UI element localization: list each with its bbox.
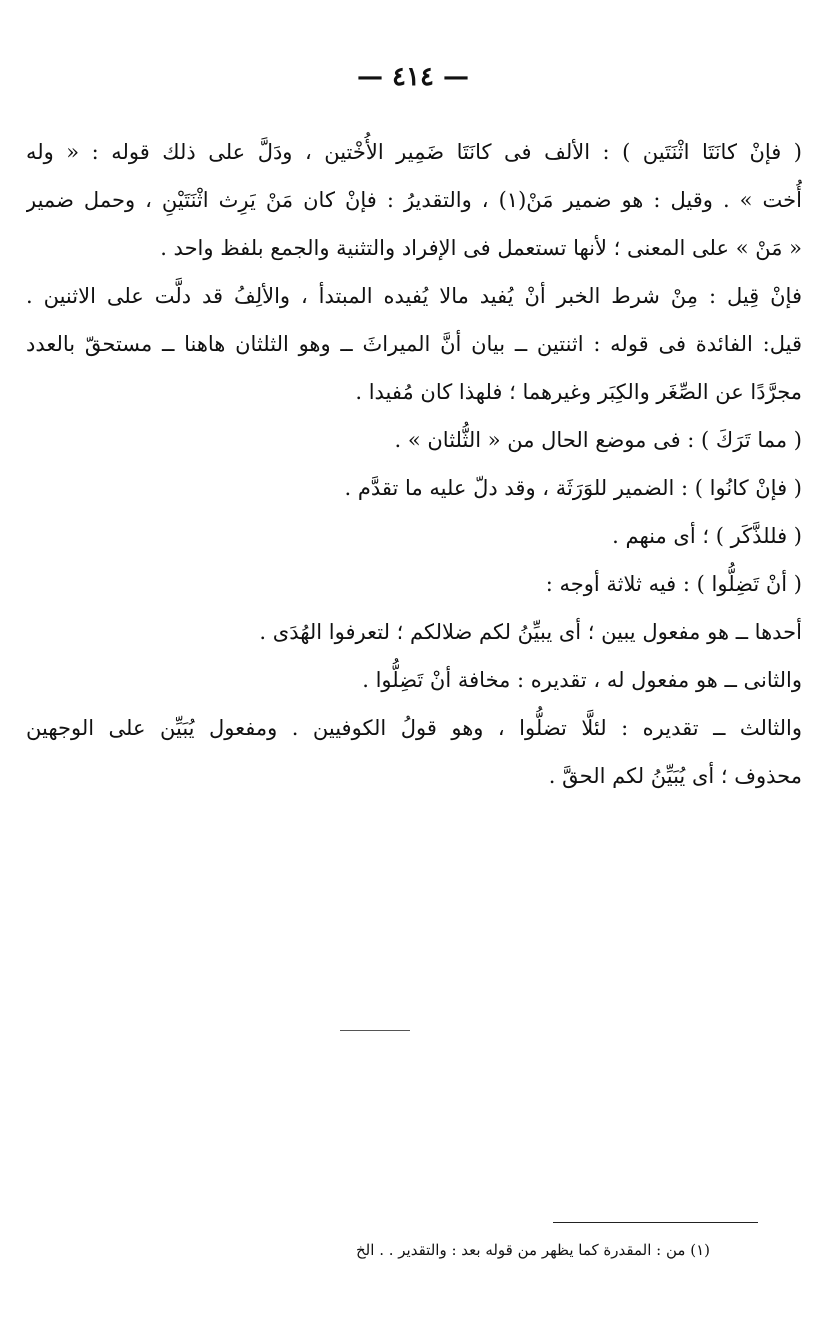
text-line: محذوف ؛ أى يُبَيِّنُ لكم الحقَّ . [548, 764, 802, 788]
main-text [26, 128, 802, 800]
text-line: مجرَّدًا عن الصِّغَر والكِبَر وغيرهما ؛ فلهذا كان مُفيدا . [355, 380, 802, 404]
text-line: ( فإنْ كانَتَا اثْنَتَين ) : الألف فى كانَتَا ضَمِير الأُخْتين ، ودَلَّ على ذلك قوله : « وله [26, 140, 802, 164]
text-line: والثالث ــ تقديره : لئلَّا تضلُّوا ، وهو قولُ الكوفيين . ومفعول يُبَيِّن على الوجهين [26, 716, 802, 740]
page-number: — ٤١٤ — [356, 62, 470, 92]
text-line: ( أنْ تَضِلُّوا ) : فيه ثلاثة أوجه : [545, 572, 802, 596]
text-line: ( فإنْ كانُوا ) : الضمير للوَرَثَة ، وقد دلّ عليه ما تقدَّم . [344, 476, 802, 500]
text-line: فإنْ قِيل : مِنْ شرط الخبر أنْ يُفيد مالا يُفيده المبتدأ ، والألِفُ قد دلَّت على الاثنين . [26, 284, 802, 308]
section-divider [340, 1030, 410, 1031]
text-line: قيل: الفائدة فى قوله : اثنتين ــ بيان أنَّ الميراثَ ــ وهو الثلثان هاهنا ــ مستحقّ بالعدد [26, 332, 802, 356]
text-line: « مَنْ » على المعنى ؛ لأنها تستعمل فى الإفراد والتثنية والجمع بلفظ واحد . [160, 236, 802, 260]
text-line: ( فللذَّكَر ) ؛ أى منهم . [612, 524, 802, 548]
text-line: ( مما تَرَكَ ) : فى موضع الحال من « الثُّلثان » . [394, 428, 802, 452]
text-line: والثانى ــ هو مفعول له ، تقديره : مخافة أنْ تَضِلُّوا . [362, 668, 802, 692]
footnote: (١) من : المقدرة كما يظهر من قوله بعد : والتقدير . . الخ [356, 1241, 710, 1259]
text-line: أُخت » . وقيل : هو ضمير مَنْ(١) ، والتقديرُ : فإنْ كان مَنْ يَرِث اثْنَتَيْنِ ، وحمل ضمير [26, 188, 802, 212]
footnote-rule [553, 1222, 758, 1223]
text-line: أحدها ــ هو مفعول يبين ؛ أى يبيِّنُ لكم ضلالكم ؛ لتعرفوا الهُدَى . [259, 620, 802, 644]
